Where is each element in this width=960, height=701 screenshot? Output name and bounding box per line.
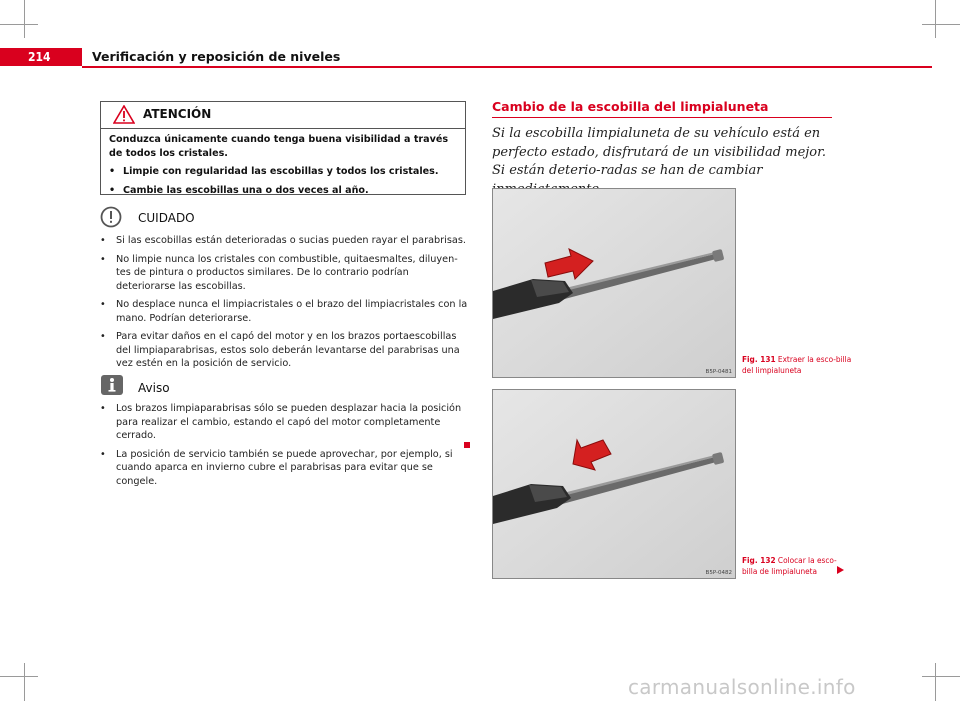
caution-header <box>100 206 468 228</box>
caution-item: • Para evitar daños en el capó del motor y en los brazos portaescobillas del limpiaparabrisas, estos solo deberán levantarse del parabrisas una vez estén en la posición de servicio. <box>100 330 468 371</box>
crop-mark <box>0 24 38 25</box>
caution-item: • No desplace nunca el limpiacristales o el brazo del limpiacristales con la mano. Podrían deteriorarse. <box>100 298 468 325</box>
watermark: carmanualsonline.info <box>628 675 856 699</box>
warning-title: ATENCIÓN <box>143 107 212 121</box>
warning-item: • Limpie con regularidad las escobillas y todos los cristales. <box>109 165 457 179</box>
wiper-removal-illustration <box>493 189 735 377</box>
crop-mark <box>935 663 936 701</box>
figure-label: Fig. 131 <box>742 354 776 364</box>
section-title: Cambio de la escobilla del limpialuneta <box>492 99 769 114</box>
figure-code: B5P-0481 <box>705 369 732 375</box>
warning-item: • Cambie las escobillas una o dos veces al año. <box>109 184 457 198</box>
caution-item: • Si las escobillas están deterioradas o sucias pueden rayar el parabrisas. <box>100 234 468 248</box>
note-item: • Los brazos limpiaparabrisas sólo se pueden desplazar hacia la posición para realizar el cambio, estando el capó del motor completamente cerrado. <box>100 402 468 443</box>
figure-caption-text: Extraer la esco-billa del limpialuneta <box>742 354 852 375</box>
crop-mark <box>922 676 960 677</box>
figure-label: Fig. 132 <box>742 555 776 565</box>
section-intro: Si la escobilla limpialuneta de su vehículo está en perfecto estado, disfrutará de un visibilidad mejor. Si están deterio-radas se han de cambiar <box>492 126 827 178</box>
section-end-mark <box>464 442 470 448</box>
header-rule <box>82 66 932 68</box>
crop-mark <box>935 0 936 38</box>
warning-header <box>101 102 465 129</box>
figure-131-caption <box>742 354 852 375</box>
note-item: • La posición de servicio también se puede aprovechar, por ejemplo, si cuando aparca en invierno cubre el parabrisas para evitar que se congele. <box>100 448 468 489</box>
info-note-icon <box>100 374 124 396</box>
continue-arrow-icon <box>837 566 844 574</box>
crop-mark <box>922 24 960 25</box>
note-header <box>100 374 468 396</box>
figure-132-caption <box>742 555 852 576</box>
note-section <box>100 374 468 493</box>
note-title: Aviso <box>138 381 170 395</box>
caution-exclamation-icon <box>100 206 122 228</box>
figure-caption-text: Colocar la esco-billa de limpialuneta <box>742 555 837 576</box>
crop-mark <box>24 0 25 38</box>
warning-body <box>101 129 465 197</box>
caution-title: CUIDADO <box>138 211 195 225</box>
caution-section <box>100 206 468 376</box>
chapter-title: Verificación y reposición de niveles <box>92 49 341 64</box>
caution-item: • No limpie nunca los cristales con combustible, quitaesmaltes, diluyen-tes de pintura o productos similares. De lo contrario podrían deteriorarse las escobillas. <box>100 253 468 294</box>
warning-box <box>100 101 466 195</box>
figure-code: B5P-0482 <box>705 570 732 576</box>
figure-131 <box>492 188 736 378</box>
wiper-installation-illustration <box>493 390 735 578</box>
page-number: 214 <box>28 50 51 64</box>
crop-mark <box>0 676 38 677</box>
crop-mark <box>24 663 25 701</box>
warning-intro: Conduzca únicamente cuando tenga buena visibilidad a través de todos los cristales. <box>109 134 449 159</box>
section-rule <box>492 117 832 118</box>
figure-132 <box>492 389 736 579</box>
warning-triangle-icon <box>113 105 135 124</box>
